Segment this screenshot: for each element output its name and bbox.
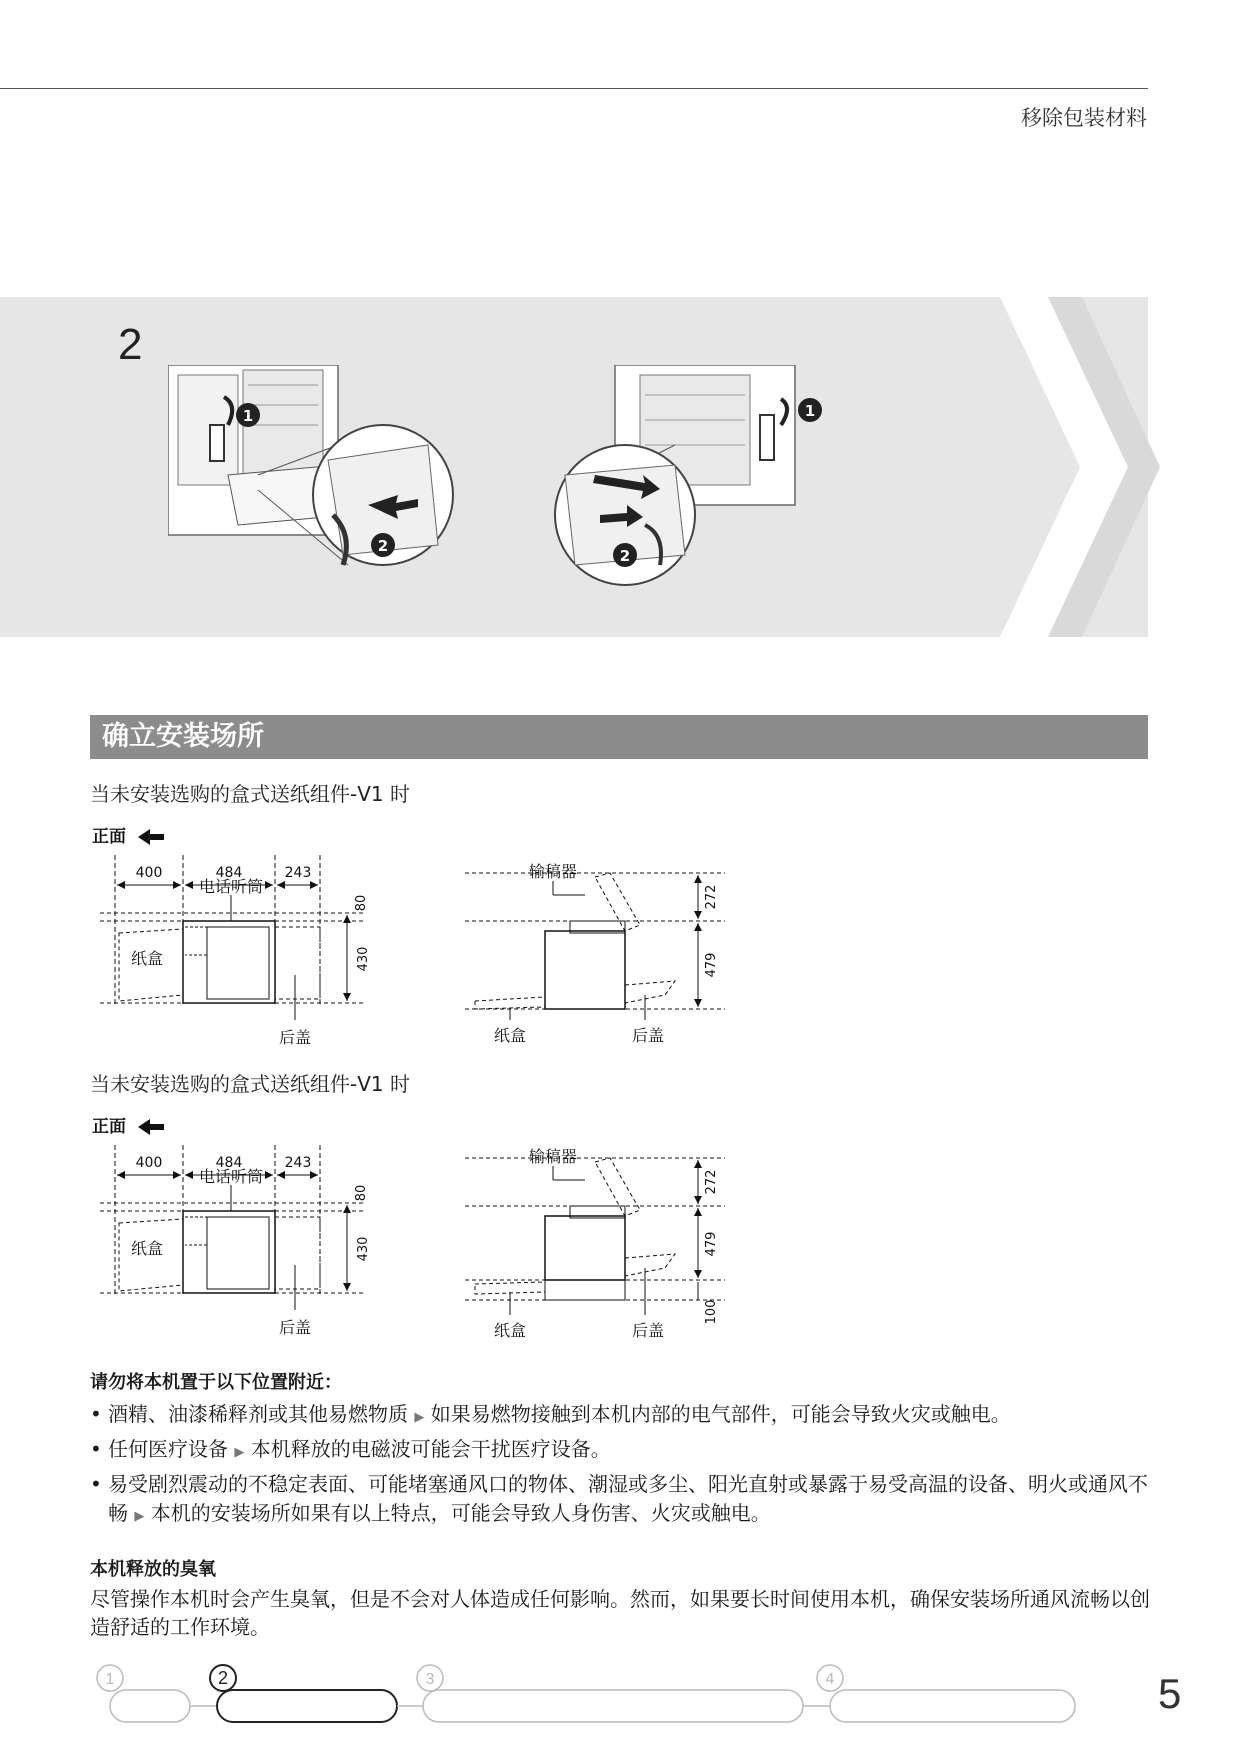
svg-text:4: 4 [825,1671,835,1688]
svg-text:272: 272 [704,884,719,910]
svg-text:479: 479 [704,1231,719,1257]
svg-text:400: 400 [135,1155,163,1171]
svg-text:纸盒: 纸盒 [130,1239,164,1258]
svg-text:400: 400 [135,865,163,881]
list-item: • 任何医疗设备 ▶ 本机释放的电磁波可能会干扰医疗设备。 [90,1435,1150,1467]
arrow-right-icon: ▶ [134,1509,145,1524]
side-view-diagram [465,1140,755,1350]
svg-text:3: 3 [425,1671,435,1688]
svg-text:1: 1 [804,402,816,420]
svg-text:243: 243 [284,865,312,881]
svg-text:484: 484 [215,865,243,881]
section-title-bar: 确立安装场所 [90,715,1148,759]
front-label: 正面 [92,1112,164,1137]
arrow-left-icon [138,829,150,845]
svg-text:100: 100 [704,1299,719,1325]
side-view-diagram [465,855,755,1055]
list-item: • 酒精、油漆稀释剂或其他易燃物质 ▶ 如果易燃物接触到本机内部的电气部件，可能会导致火灾或触电。 [90,1400,1150,1432]
ozone-body: 尽管操作本机时会产生臭氧，但是不会对人体造成任何影响。然而，如果要长时间使用本机，确保安装场所通风流畅以创造舒适的工作环境。 [90,1587,1150,1639]
list-item: • 易受剧烈震动的不稳定表面、可能堵塞通风口的物体、潮湿或多尘、阳光直射或暴露于易受高温的设备、明火或通风不畅 ▶ 本机的安装场所如果有以上特点，可能会导致人身伤害、火灾或触电。 [90,1470,1150,1531]
svg-text:243: 243 [284,1155,312,1171]
step-number: 2 [118,320,143,369]
svg-text:后盖: 后盖 [631,1026,665,1045]
svg-text:430: 430 [356,1236,371,1262]
warnings-list [90,1400,1150,1534]
svg-text:纸盒: 纸盒 [493,1321,527,1340]
page-number: 5 [1158,1670,1182,1717]
svg-text:输稿器: 输稿器 [528,862,578,881]
svg-text:输稿器: 输稿器 [528,1147,578,1166]
step-navigation [95,1660,1115,1730]
layout-caption: 当未安装选购的盒式送纸组件-V1 时 [90,782,410,806]
svg-text:430: 430 [356,946,371,972]
svg-text:纸盒: 纸盒 [493,1026,527,1045]
svg-text:2: 2 [217,1668,229,1688]
svg-text:电话听筒: 电话听筒 [198,1167,264,1186]
warnings-title: 请勿将本机置于以下位置附近： [90,1372,342,1393]
illustration-left-printer [168,365,478,595]
svg-text:后盖: 后盖 [278,1028,312,1047]
callout-two: 2 [377,537,389,555]
illustration-right-printer [545,365,835,595]
top-view-diagram [95,855,395,1055]
svg-text:电话听筒: 电话听筒 [198,877,264,896]
chevron-decoration [1000,297,1160,637]
svg-text:2: 2 [619,547,631,565]
arrow-right-icon: ▶ [234,1445,245,1460]
layout-caption: 当未安装选购的盒式送纸组件-V1 时 [90,1072,410,1096]
callout-one: 1 [242,407,254,425]
svg-text:80: 80 [354,894,369,912]
svg-text:479: 479 [704,952,719,978]
svg-text:后盖: 后盖 [278,1318,312,1337]
svg-text:1: 1 [105,1671,115,1688]
arrow-right-icon: ▶ [414,1410,425,1425]
header-rule [0,88,1148,89]
front-label: 正面 [92,822,164,847]
svg-text:纸盒: 纸盒 [130,949,164,968]
svg-text:484: 484 [215,1155,243,1171]
ozone-title: 本机释放的臭氧 [90,1559,216,1580]
svg-text:后盖: 后盖 [631,1321,665,1340]
top-view-diagram [95,1145,395,1345]
svg-text:80: 80 [354,1184,369,1202]
arrow-left-icon [138,1119,150,1135]
page-header-title: 移除包装材料 [1021,106,1147,130]
svg-text:272: 272 [704,1169,719,1195]
